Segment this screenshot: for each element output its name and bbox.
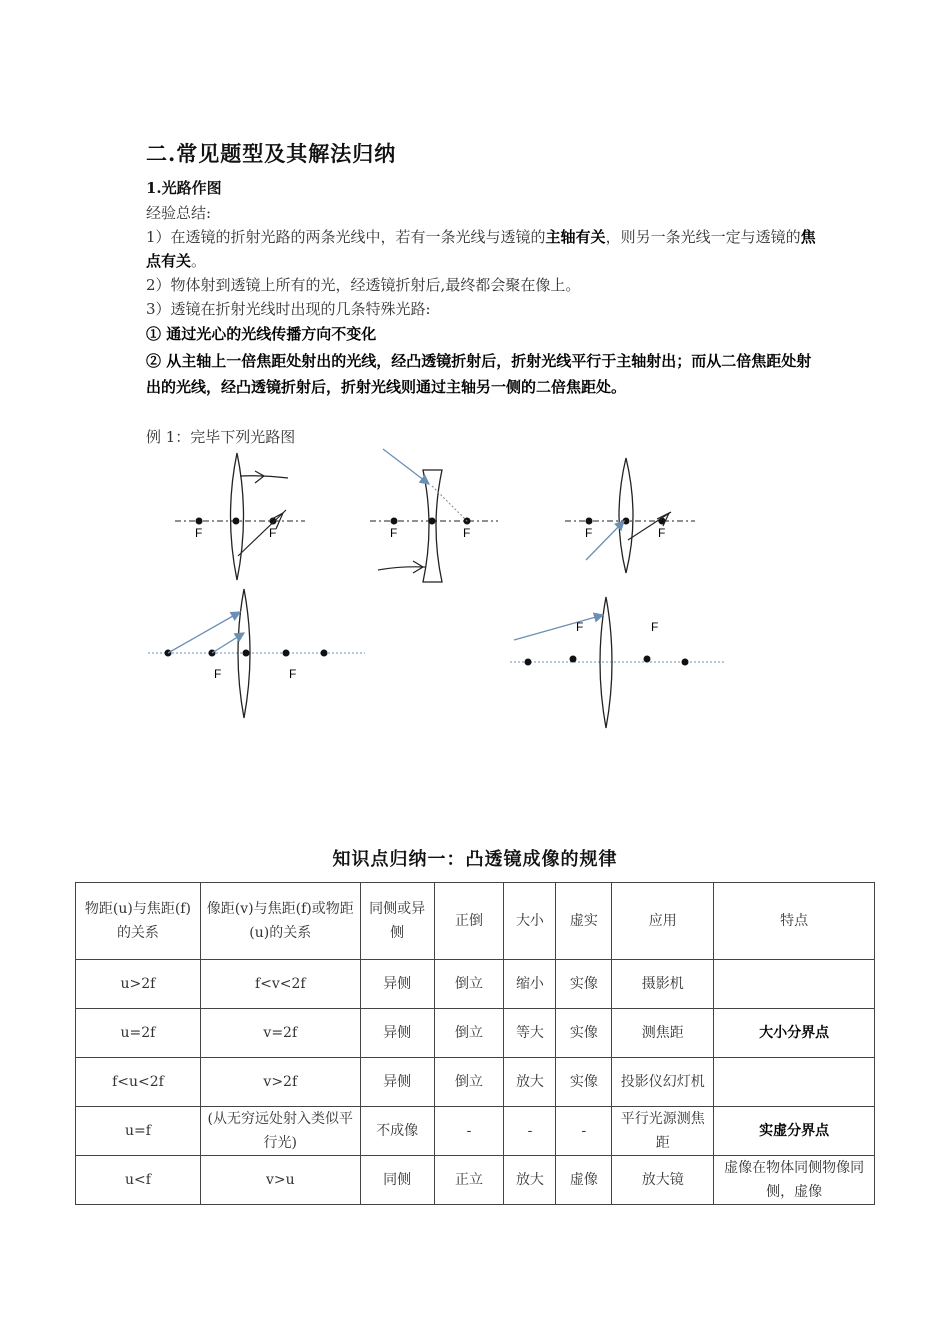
rule-3: 3）透镜在折射光线时出现的几条特殊光路: (146, 300, 431, 318)
table-row (76, 1107, 875, 1156)
cell: u<f (76, 1156, 201, 1205)
focus-label: F (269, 526, 277, 540)
table-row (76, 1009, 875, 1058)
focus-label: F (658, 526, 666, 540)
rule-1-pre: 1）在透镜的折射光路的两条光线中，若有一条光线与透镜的 (146, 228, 546, 246)
cell: 倒立 (434, 1009, 504, 1058)
cell: f<v<2f (200, 960, 360, 1009)
cell: 等大 (504, 1009, 556, 1058)
convex-lens-rules-table (75, 882, 875, 1205)
section-title: 二.常见题型及其解法归纳 (146, 141, 397, 166)
cell: v=2f (200, 1009, 360, 1058)
cell (714, 1058, 875, 1107)
focus-label: F (390, 526, 398, 540)
cell: 倒立 (434, 960, 504, 1009)
table-row (76, 1058, 875, 1107)
cell: 异侧 (360, 960, 434, 1009)
focus-label: F (585, 526, 593, 540)
cell: (从无穷远处射入类似平行光) (200, 1107, 360, 1156)
cell: u=2f (76, 1009, 201, 1058)
focus-label: F (463, 526, 471, 540)
cell: 放大 (504, 1156, 556, 1205)
header-real-virtual: 虚实 (556, 883, 612, 960)
cell: f<u<2f (76, 1058, 201, 1107)
cell: 测焦距 (612, 1009, 714, 1058)
header-side: 同侧或异侧 (360, 883, 434, 960)
header-size: 大小 (504, 883, 556, 960)
focus-label: F (195, 526, 203, 540)
cell: 正立 (434, 1156, 504, 1205)
cell: 摄影机 (612, 960, 714, 1009)
table-row (76, 960, 875, 1009)
cell: v>2f (200, 1058, 360, 1107)
diagram-concave (370, 449, 498, 582)
rule-1-mid: ，则另一条光线一定与透镜的 (605, 228, 801, 246)
cell: u>2f (76, 960, 201, 1009)
cell: v>u (200, 1156, 360, 1205)
cell: 大小分界点 (714, 1009, 875, 1058)
diagram-convex-1 (175, 453, 305, 580)
cell: 实像 (556, 960, 612, 1009)
table-row (76, 1156, 875, 1205)
sub-title: 1.光路作图 (146, 179, 222, 197)
cell: 异侧 (360, 1058, 434, 1107)
cell: - (556, 1107, 612, 1156)
header-orientation: 正倒 (434, 883, 504, 960)
focus-label: F (576, 620, 584, 634)
focus-label: F (651, 620, 659, 634)
diagram-convex-3 (148, 589, 365, 718)
cell: 投影仪幻灯机 (612, 1058, 714, 1107)
cell: 放大 (504, 1058, 556, 1107)
rule-2: 2）物体射到透镜上所有的光，经透镜折射后,最终都会聚在像上。 (146, 276, 581, 294)
diagram-convex-4 (510, 597, 725, 728)
cell: 缩小 (504, 960, 556, 1009)
rule-1-post: 。 (191, 252, 207, 270)
rule-1-bold-axis: 主轴有关 (545, 228, 606, 246)
header-feature: 特点 (714, 883, 875, 960)
special-path-1: ① 通过光心的光线传播方向不变化 (146, 325, 377, 343)
focus-label: F (289, 667, 297, 681)
cell: 放大镜 (612, 1156, 714, 1205)
special-path-2: ② 从主轴上一倍焦距处射出的光线，经凸透镜折射后，折射光线平行于主轴射出；而从二倍焦距处射出的光线，经凸透镜折射后，折射光线则通过主轴另一侧的二倍焦距处。 (146, 352, 812, 396)
cell: 实像 (556, 1009, 612, 1058)
cell: u=f (76, 1107, 201, 1156)
cell: 不成像 (360, 1107, 434, 1156)
focus-label: F (214, 667, 222, 681)
cell: - (434, 1107, 504, 1156)
cell: 同侧 (360, 1156, 434, 1205)
diagram-convex-2 (565, 458, 695, 573)
cell: 倒立 (434, 1058, 504, 1107)
summary-label: 经验总结: (146, 204, 212, 222)
cell: 实虚分界点 (714, 1107, 875, 1156)
header-object-distance: 物距(u)与焦距(f)的关系 (76, 883, 201, 960)
cell: 虚像 (556, 1156, 612, 1205)
table-title: 知识点归纳一：凸透镜成像的规律 (332, 849, 618, 870)
cell: 异侧 (360, 1009, 434, 1058)
table-header-row (76, 883, 875, 960)
header-application: 应用 (612, 883, 714, 960)
header-image-distance: 像距(v)与焦距(f)或物距(u)的关系 (200, 883, 360, 960)
cell: 虚像在物体同侧物像同侧，虚像 (714, 1156, 875, 1205)
rule-1-bold-focus: 焦点有关 (146, 228, 816, 270)
cell: 平行光源测焦距 (612, 1107, 714, 1156)
cell: - (504, 1107, 556, 1156)
cell (714, 960, 875, 1009)
example-label: 例 1：完毕下列光路图 (146, 428, 296, 446)
cell: 实像 (556, 1058, 612, 1107)
